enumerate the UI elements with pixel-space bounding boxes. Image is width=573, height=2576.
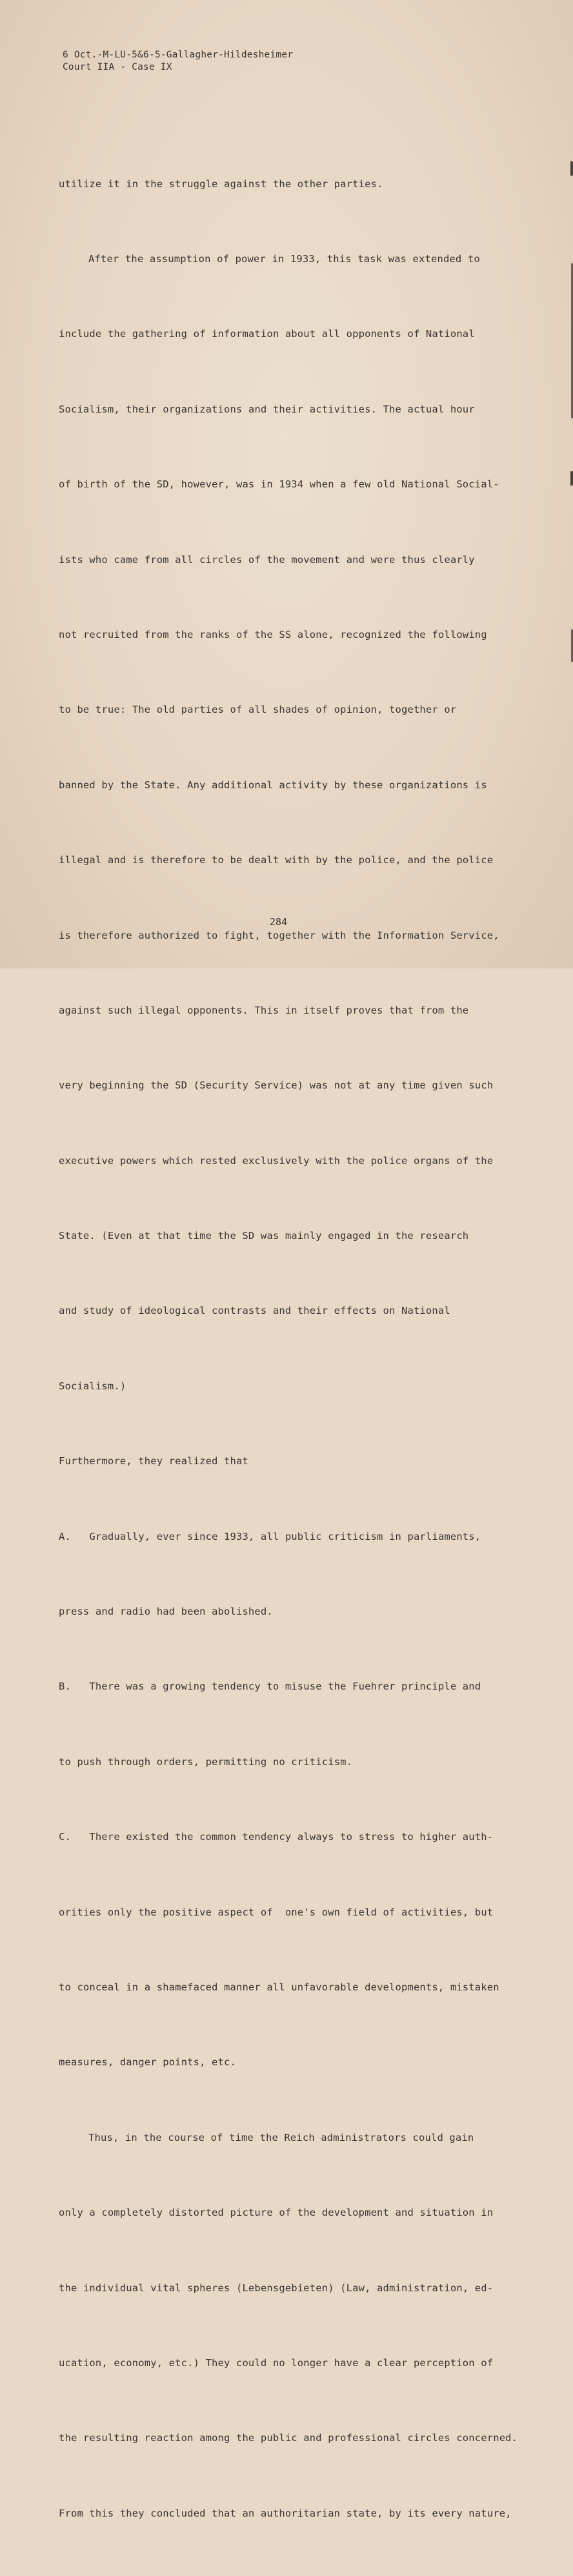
- body-line: very beginning the SD (Security Service) was not at any time given such: [59, 1079, 494, 1092]
- body-line: Socialism.): [59, 1380, 126, 1392]
- body-line: press and radio had been abolished.: [59, 1606, 273, 1618]
- body-line: the individual vital spheres (Lebensgebieten) (Law, administration, ed-: [59, 2282, 494, 2294]
- page-number: 284: [270, 916, 288, 928]
- body-line: of birth of the SD, however, was in 1934 when a few old National Social-: [59, 478, 499, 491]
- list-item-c: C. There existed the common tendency always to stress to higher auth-: [59, 1831, 494, 1843]
- binding-mark: [570, 161, 573, 176]
- body-line: the resulting reaction among the public and professional circles concerned.: [59, 2432, 518, 2444]
- body-line: not recruited from the ranks of the SS alone, recognized the following: [59, 628, 487, 640]
- body-line: State. (Even at that time the SD was mainly engaged in the research: [59, 1230, 469, 1242]
- list-item-a: A. Gradually, ever since 1933, all public criticism in parliaments,: [59, 1530, 481, 1542]
- document-header: [63, 49, 293, 74]
- binding-mark: [570, 471, 573, 486]
- body-line: From this they concluded that an authoritarian state, by its every nature,: [59, 2507, 512, 2519]
- body-line: Furthermore, they realized that: [59, 1455, 248, 1467]
- body-line: Thus, in the course of time the Reich administrators could gain: [88, 2131, 474, 2143]
- body-line: orities only the positive aspect of one's own field of activities, but: [59, 1906, 494, 1918]
- document-body: [59, 121, 530, 2576]
- body-line: and study of ideological contrasts and their effects on National: [59, 1305, 450, 1317]
- list-item-b: B. There was a growing tendency to misuse the Fuehrer principle and: [59, 1681, 481, 1693]
- header-line-1: 6 Oct.-M-LU-5&6-5-Gallagher-Hildesheimer: [63, 50, 294, 60]
- body-line: ists who came from all circles of the movement and were thus clearly: [59, 553, 475, 566]
- body-line: utilize it in the struggle against the other parties.: [59, 178, 383, 190]
- body-line: to conceal in a shamefaced manner all unfavorable developments, mistaken: [59, 1981, 499, 1993]
- body-line: is therefore authorized to fight, together with the Information Service,: [59, 929, 499, 941]
- body-line: After the assumption of power in 1933, this task was extended to: [88, 252, 480, 265]
- body-line: ucation, economy, etc.) They could no longer have a clear perception of: [59, 2356, 494, 2369]
- body-line: measures, danger points, etc.: [59, 2056, 236, 2069]
- body-line: include the gathering of information about all opponents of National: [59, 328, 475, 340]
- body-line: against such illegal opponents. This in itself proves that from the: [59, 1004, 469, 1016]
- body-line: Socialism, their organizations and their activities. The actual hour: [59, 403, 475, 415]
- body-line: to be true: The old parties of all shades of opinion, together or: [59, 704, 457, 716]
- body-line: to push through orders, permitting no criticism.: [59, 1755, 353, 1768]
- body-line: executive powers which rested exclusively with the police organs of the: [59, 1154, 494, 1167]
- body-line: illegal and is therefore to be dealt with by the police, and the police: [59, 854, 494, 866]
- body-line: banned by the State. Any additional activity by these organizations is: [59, 779, 487, 791]
- header-line-2: Court IIA - Case IX: [63, 62, 172, 72]
- body-line: only a completely distorted picture of the development and situation in: [59, 2207, 494, 2219]
